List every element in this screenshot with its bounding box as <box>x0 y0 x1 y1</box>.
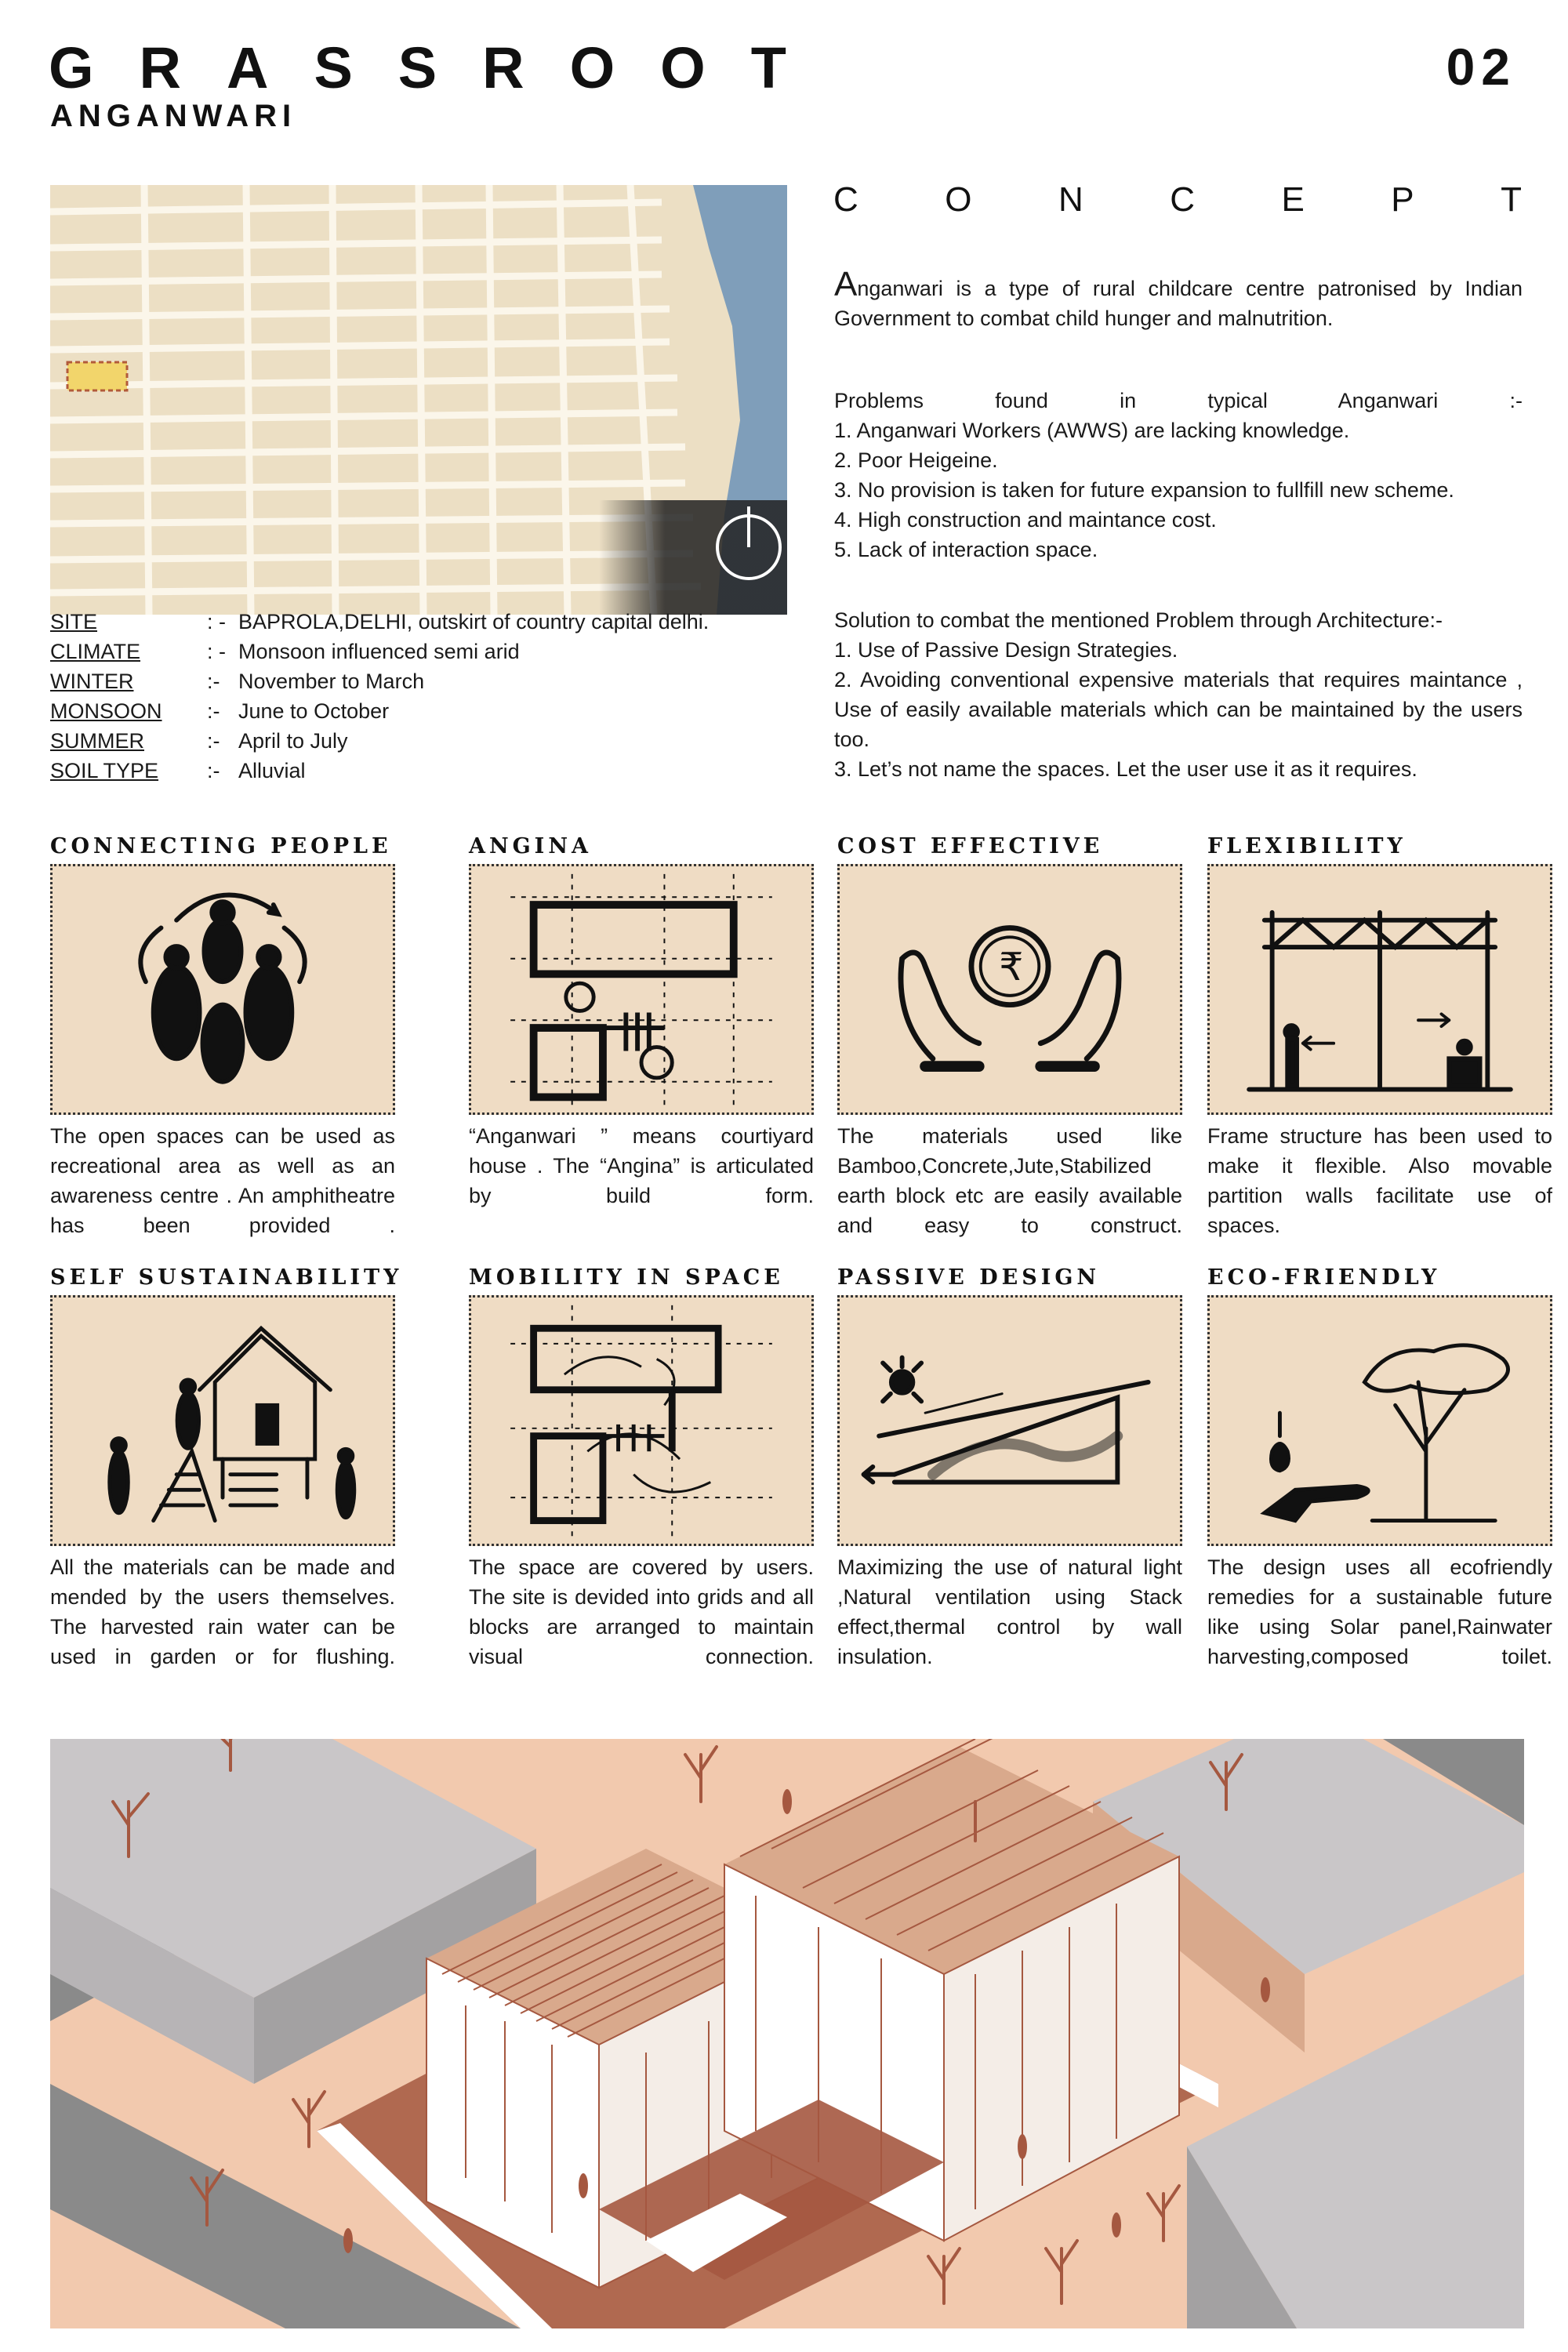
site-info-value: Monsoon influenced semi arid <box>238 640 520 663</box>
concept-heading-letter: T <box>1501 180 1522 219</box>
feature-title: SELF SUSTAINABILITY <box>50 1265 403 1290</box>
solution-item: 2. Avoiding conventional expensive materials that requires maintance , Use of easily available materials which can be maintained by the users too. <box>834 668 1523 751</box>
problem-item: 1. Anganwari Workers (AWWS) are lacking knowledge. <box>834 419 1350 442</box>
concept-heading-letter: N <box>1058 180 1083 219</box>
concept-heading <box>833 180 1522 219</box>
problems-block <box>834 386 1523 564</box>
site-info-row <box>50 607 803 637</box>
site-info-key: SITE <box>50 610 98 633</box>
site-info-key: MONSOON <box>50 699 162 723</box>
concept-heading-letter: P <box>1391 180 1414 219</box>
feature-title: MOBILITY IN SPACE <box>469 1265 784 1290</box>
site-map <box>50 185 787 615</box>
site-info-key: CLIMATE <box>50 640 141 663</box>
site-info-value: Alluvial <box>238 759 306 782</box>
isometric-view <box>50 1739 1524 2328</box>
feature-description: The design uses all ecofriendly remedies for a sustainable future like using Solar panel,Rainwater harvesting,composed toilet. <box>1207 1555 1552 1668</box>
feature-sketch <box>1207 1295 1552 1546</box>
site-info-key: SUMMER <box>50 729 144 753</box>
solution-item: 3. Let’s not name the spaces. Let the user use it as it requires. <box>834 757 1417 781</box>
concept-heading-letter: C <box>1170 180 1195 219</box>
north-arrow-icon <box>713 506 784 585</box>
feature-title: ECO-FRIENDLY <box>1207 1265 1441 1290</box>
page-title: GRASSROOT <box>49 35 832 100</box>
feature-description: The space are covered by users. The site is devided into grids and all blocks are arranged to maintain visual connection. <box>469 1555 814 1668</box>
feature-sketch <box>837 1295 1182 1546</box>
site-info-row <box>50 637 803 666</box>
solutions-block <box>834 605 1523 784</box>
feature-sketch <box>50 1295 395 1546</box>
problems-title: Problems found in typical Anganwari :- <box>834 389 1523 412</box>
site-info-row <box>50 696 803 726</box>
feature-title: ANGINA <box>469 834 592 858</box>
site-info-sep: : - <box>207 610 226 633</box>
site-info-sep: :- <box>207 759 220 782</box>
concept-intro: Anganwari is a type of rural childcare centre patronised by Indian Government to combat child hunger and malnutrition. <box>834 265 1523 330</box>
intro-dropcap: A <box>834 265 858 303</box>
problem-item: 5. Lack of interaction space. <box>834 538 1098 561</box>
feature-description: All the materials can be made and mended by the users themselves. The harvested rain water can be used in garden or for flushing. <box>50 1555 395 1668</box>
feature-description: Frame structure has been used to make it flexible. Also movable partition walls facilitate use of spaces. <box>1207 1124 1552 1237</box>
concept-heading-letter: O <box>945 180 972 219</box>
site-info-sep: :- <box>207 699 220 723</box>
feature-sketch <box>50 864 395 1115</box>
feature-description: Maximizing the use of natural light ,Natural ventilation using Stack effect,thermal control by wall insulation. <box>837 1555 1182 1668</box>
site-info-row <box>50 726 803 756</box>
feature-description: The open spaces can be used as recreational area as well as an awareness centre . An amphitheatre has been provided . <box>50 1124 395 1237</box>
feature-sketch <box>469 864 814 1115</box>
site-info-row <box>50 666 803 696</box>
feature-description: The materials used like Bamboo,Concrete,Jute,Stabilized earth block etc are easily available and easy to construct. <box>837 1124 1182 1237</box>
site-info-value: November to March <box>238 670 425 693</box>
solutions-title: Solution to combat the mentioned Problem through Architecture:- <box>834 608 1443 632</box>
site-info-key: WINTER <box>50 670 134 693</box>
solution-item: 1. Use of Passive Design Strategies. <box>834 638 1178 662</box>
feature-title: COST EFFECTIVE <box>837 834 1104 858</box>
problem-item: 4. High construction and maintance cost. <box>834 508 1217 532</box>
feature-title: FLEXIBILITY <box>1207 834 1406 858</box>
site-info-key: SOIL TYPE <box>50 759 159 782</box>
problem-item: 2. Poor Heigeine. <box>834 448 998 472</box>
feature-sketch <box>469 1295 814 1546</box>
concept-heading-letter: C <box>833 180 858 219</box>
page-number: 02 <box>1446 38 1516 96</box>
page-subtitle: ANGANWARI <box>50 99 297 133</box>
feature-title: CONNECTING PEOPLE <box>50 834 392 858</box>
site-info-value: April to July <box>238 729 348 753</box>
feature-sketch <box>837 864 1182 1115</box>
feature-title: PASSIVE DESIGN <box>837 1265 1101 1290</box>
site-info-value: June to October <box>238 699 390 723</box>
feature-sketch <box>1207 864 1552 1115</box>
site-info-sep: :- <box>207 670 220 693</box>
svg-text:₹: ₹ <box>999 944 1024 990</box>
problem-item: 3. No provision is taken for future expansion to fullfill new scheme. <box>834 478 1454 502</box>
site-info-sep: : - <box>207 640 226 663</box>
site-info <box>50 607 803 786</box>
site-info-sep: :- <box>207 729 220 753</box>
site-info-row <box>50 756 803 786</box>
concept-heading-letter: E <box>1281 180 1305 219</box>
feature-description: “Anganwari ” means courtiyard house . The “Angina” is articulated by build form. <box>469 1124 814 1207</box>
site-info-value: BAPROLA,DELHI, outskirt of country capital delhi. <box>238 610 710 633</box>
